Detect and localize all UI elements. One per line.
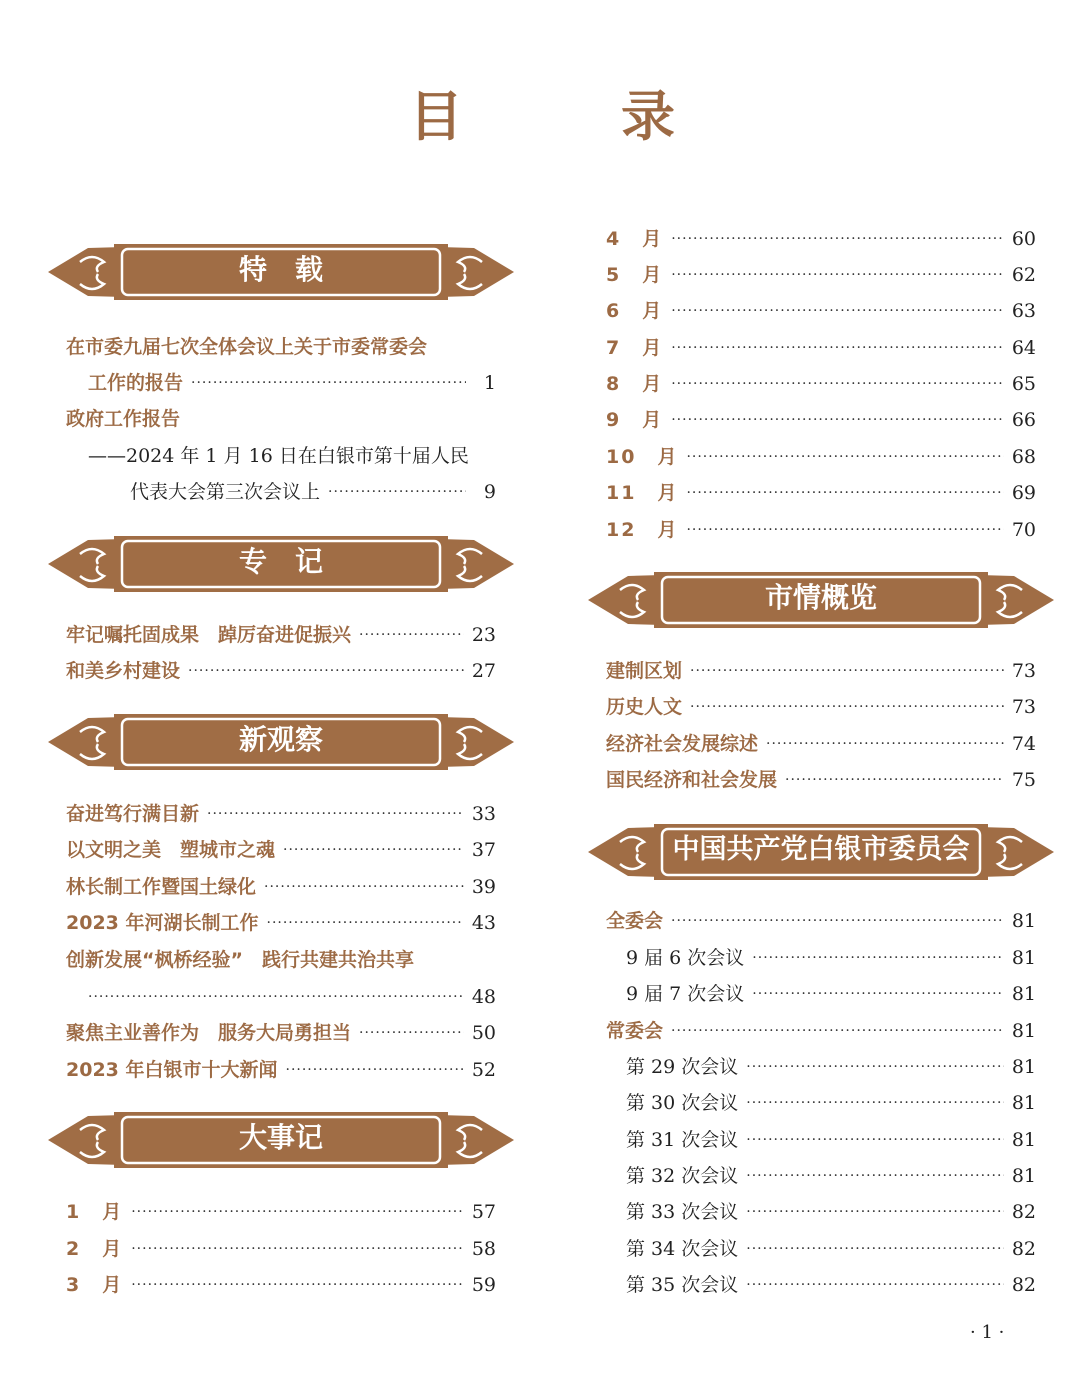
- entry-page: 58: [471, 1238, 496, 1260]
- entry-subtitle: 第 29 次会议: [626, 1056, 739, 1078]
- entry-page: 82: [1011, 1274, 1036, 1296]
- entry-page: 37: [471, 839, 496, 861]
- toc-entry[interactable]: [626, 1270, 1036, 1300]
- toc-entry[interactable]: [66, 656, 496, 686]
- toc-entry[interactable]: [66, 1234, 496, 1264]
- leader-dots: [686, 442, 1003, 472]
- section-banner-shiqing: [588, 568, 1054, 632]
- toc-entry[interactable]: [606, 478, 1036, 508]
- entry-page: 82: [1011, 1201, 1036, 1223]
- leader-dots: [131, 1197, 464, 1227]
- entry-page: 23: [471, 624, 496, 646]
- leader-dots: [671, 405, 1004, 435]
- entry-title: 2023 年河湖长制工作: [66, 912, 259, 934]
- entry-page: 1: [483, 372, 496, 394]
- entry-subtitle: 第 33 次会议: [626, 1201, 739, 1223]
- entry-page: 62: [1011, 264, 1036, 286]
- entry-subtitle: 第 31 次会议: [626, 1129, 739, 1151]
- entry-title: 2 月: [66, 1238, 124, 1260]
- entry-page: 68: [1011, 446, 1036, 468]
- toc-entry[interactable]: [66, 799, 496, 829]
- leader-dots: [671, 296, 1004, 326]
- entry-page: 52: [471, 1059, 496, 1081]
- entry-title: 7 月: [606, 337, 664, 359]
- leader-dots: [131, 1234, 464, 1264]
- entry-page: 70: [1011, 519, 1036, 541]
- leader-dots: [671, 333, 1004, 363]
- toc-entry[interactable]: [66, 1197, 496, 1227]
- entry-title: 国民经济和社会发展: [606, 769, 778, 791]
- leader-dots: [671, 1016, 1004, 1046]
- leader-dots: [359, 620, 464, 650]
- entry-page: 63: [1011, 300, 1036, 322]
- leader-dots: [752, 943, 1004, 973]
- toc-entry[interactable]: [606, 692, 1036, 722]
- entry-page: 73: [1011, 660, 1036, 682]
- leader-dots: [671, 369, 1004, 399]
- section-title: 市情概览: [764, 581, 877, 614]
- toc-entry: [88, 441, 496, 471]
- entry-page: 43: [471, 912, 496, 934]
- leader-dots: [671, 260, 1004, 290]
- toc-entry[interactable]: [88, 982, 496, 1012]
- leader-dots: [264, 872, 464, 902]
- leader-dots: [671, 224, 1004, 254]
- leader-dots: [131, 1270, 464, 1300]
- entry-title: 3 月: [66, 1274, 124, 1296]
- section-title: 中国共产党白银市委员会: [672, 834, 970, 865]
- entry-page: 59: [471, 1274, 496, 1296]
- toc-entry[interactable]: [606, 296, 1036, 326]
- toc-entry[interactable]: [606, 656, 1036, 686]
- entry-title: 工作的报告: [88, 372, 184, 394]
- leader-dots: [207, 799, 464, 829]
- entry-title: 经济社会发展综述: [606, 733, 759, 755]
- toc-entry[interactable]: [66, 1270, 496, 1300]
- entry-page: 75: [1011, 769, 1036, 791]
- entry-page: 73: [1011, 696, 1036, 718]
- entry-page: 81: [1011, 1056, 1036, 1078]
- entry-title: 历史人文: [606, 696, 683, 718]
- entry-title: 10 月: [606, 446, 679, 468]
- leader-dots: [746, 1234, 1004, 1264]
- toc-entry[interactable]: [626, 1234, 1036, 1264]
- toc-entry[interactable]: [66, 1018, 496, 1048]
- page-number: · 1 ·: [970, 1322, 1005, 1343]
- section-title: 专 记: [238, 545, 323, 578]
- entry-subtitle: 第 34 次会议: [626, 1238, 739, 1260]
- toc-entry[interactable]: [606, 1016, 1036, 1046]
- entry-page: 48: [471, 986, 496, 1008]
- entry-page: 60: [1011, 228, 1036, 250]
- entry-title: 创新发展“枫桥经验” 践行共建共治共享: [66, 949, 414, 971]
- toc-entry[interactable]: [606, 224, 1036, 254]
- toc-entry[interactable]: [606, 442, 1036, 472]
- entry-title: 牢记嘱托固成果 踔厉奋进促振兴: [66, 624, 352, 646]
- entry-page: 65: [1011, 373, 1036, 395]
- section-banner-zhuanji: [48, 532, 514, 596]
- entry-title: 建制区划: [606, 660, 683, 682]
- leader-dots: [191, 368, 466, 398]
- entry-title: 奋进笃行满目新: [66, 803, 200, 825]
- section-banner-shiwei: [588, 820, 1054, 884]
- entry-title: 4 月: [606, 228, 664, 250]
- section-title: 大事记: [238, 1121, 323, 1154]
- toc-entry[interactable]: [626, 979, 1036, 1009]
- entry-page: 81: [1011, 910, 1036, 932]
- entry-page: 81: [1011, 947, 1036, 969]
- leader-dots: [267, 908, 464, 938]
- toc-entry[interactable]: [66, 1055, 496, 1085]
- entry-page: 66: [1011, 409, 1036, 431]
- entry-page: 57: [471, 1201, 496, 1223]
- entry-subtitle: 第 32 次会议: [626, 1165, 739, 1187]
- entry-page: 50: [471, 1022, 496, 1044]
- toc-entry[interactable]: [66, 908, 496, 938]
- entry-title: 11 月: [606, 482, 679, 504]
- toc-entry[interactable]: [88, 368, 496, 398]
- section-banner-dashiji: [48, 1108, 514, 1172]
- leader-dots: [746, 1088, 1004, 1118]
- leader-dots: [286, 1055, 464, 1085]
- leader-dots: [359, 1018, 464, 1048]
- toc-entry[interactable]: [606, 765, 1036, 795]
- entry-title: 林长制工作暨国土绿化: [66, 876, 257, 898]
- toc-entry[interactable]: [606, 260, 1036, 290]
- page-title: 目 录: [409, 84, 727, 148]
- entry-subtitle: 9 届 6 次会议: [626, 947, 745, 969]
- toc-entry[interactable]: [66, 404, 496, 434]
- leader-dots: [766, 729, 1004, 759]
- entry-title: 常委会: [606, 1020, 664, 1042]
- section-title: 特 载: [238, 253, 323, 286]
- section-banner-tezai: [48, 240, 514, 304]
- leader-dots: [690, 656, 1004, 686]
- leader-dots: [746, 1161, 1004, 1191]
- entry-title: 聚焦主业善作为 服务大局勇担当: [66, 1022, 352, 1044]
- entry-page: 82: [1011, 1238, 1036, 1260]
- leader-dots: [686, 478, 1003, 508]
- entry-page: 81: [1011, 1092, 1036, 1114]
- entry-title: 2023 年白银市十大新闻: [66, 1059, 278, 1081]
- entry-subtitle: 代表大会第三次会议上: [130, 481, 321, 503]
- entry-title: 和美乡村建设: [66, 660, 181, 682]
- entry-subtitle: 9 届 7 次会议: [626, 983, 745, 1005]
- entry-subtitle: 第 30 次会议: [626, 1092, 739, 1114]
- toc-entry[interactable]: [66, 332, 496, 362]
- entry-title: 6 月: [606, 300, 664, 322]
- entry-page: 81: [1011, 1020, 1036, 1042]
- toc-entry[interactable]: [626, 1125, 1036, 1155]
- leader-dots: [746, 1052, 1004, 1082]
- toc-entry[interactable]: [606, 906, 1036, 936]
- entry-title: 1 月: [66, 1201, 124, 1223]
- entry-page: 81: [1011, 1165, 1036, 1187]
- entry-subtitle: 第 35 次会议: [626, 1274, 739, 1296]
- toc-entry[interactable]: [66, 620, 496, 650]
- leader-dots: [283, 835, 464, 865]
- leader-dots: [746, 1197, 1004, 1227]
- leader-dots: [746, 1125, 1004, 1155]
- entry-page: 39: [471, 876, 496, 898]
- entry-page: 69: [1011, 482, 1036, 504]
- section-title: 新观察: [238, 723, 323, 756]
- leader-dots: [671, 906, 1004, 936]
- toc-entry[interactable]: [606, 515, 1036, 545]
- entry-title: 9 月: [606, 409, 664, 431]
- leader-dots: [752, 979, 1004, 1009]
- entry-title: 12 月: [606, 519, 679, 541]
- entry-page: 81: [1011, 983, 1036, 1005]
- entry-page: 9: [483, 481, 496, 503]
- entry-title: 5 月: [606, 264, 664, 286]
- leader-dots: [690, 692, 1004, 722]
- entry-title: 8 月: [606, 373, 664, 395]
- toc-entry[interactable]: [626, 1161, 1036, 1191]
- toc-entry[interactable]: [66, 835, 496, 865]
- toc-entry[interactable]: [66, 945, 496, 975]
- entry-page: 64: [1011, 337, 1036, 359]
- leader-dots: [188, 656, 464, 686]
- toc-entry[interactable]: [606, 729, 1036, 759]
- leader-dots: [686, 515, 1003, 545]
- entry-page: 27: [471, 660, 496, 682]
- toc-entry[interactable]: [626, 1052, 1036, 1082]
- entry-page: 81: [1011, 1129, 1036, 1151]
- entry-page: 33: [471, 803, 496, 825]
- entry-title: 政府工作报告: [66, 408, 181, 430]
- entry-title: 以文明之美 塑城市之魂: [66, 839, 276, 861]
- toc-entry[interactable]: [130, 477, 496, 507]
- toc-entry[interactable]: [606, 369, 1036, 399]
- entry-page: 74: [1011, 733, 1036, 755]
- section-banner-xinguancha: [48, 710, 514, 774]
- leader-dots: [785, 765, 1004, 795]
- toc-entry[interactable]: [606, 405, 1036, 435]
- toc-entry[interactable]: [626, 1088, 1036, 1118]
- toc-entry[interactable]: [66, 872, 496, 902]
- entry-title: 在市委九届七次全体会议上关于市委常委会: [66, 336, 428, 358]
- toc-entry[interactable]: [626, 943, 1036, 973]
- entry-title: 全委会: [606, 910, 664, 932]
- leader-dots: [88, 982, 464, 1012]
- entry-subtitle: ——2024 年 1 月 16 日在白银市第十届人民: [88, 445, 469, 467]
- toc-entry[interactable]: [606, 333, 1036, 363]
- leader-dots: [746, 1270, 1004, 1300]
- leader-dots: [328, 477, 466, 507]
- toc-entry[interactable]: [626, 1197, 1036, 1227]
